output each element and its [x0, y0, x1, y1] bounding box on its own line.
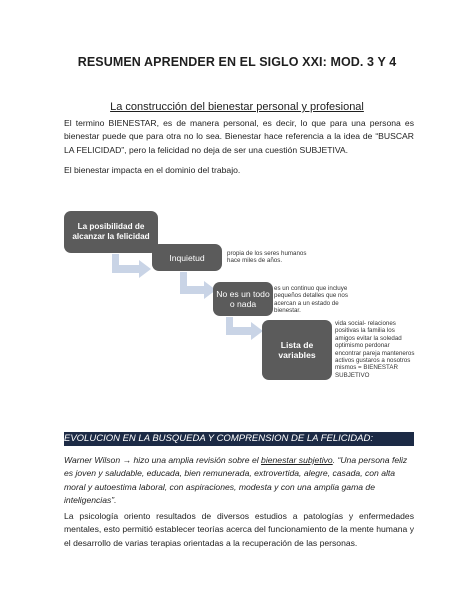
diagram-box-variables: Lista de variables — [262, 320, 332, 380]
diagram-note-todo-o-nada: es un continuo que incluye pequeños detalles que nos acercan a un estado de bienestar. — [274, 285, 348, 315]
wilson-mid: hizo una amplia revisión sobre el — [131, 455, 262, 465]
wilson-underlined-term: bienestar subjetivo — [261, 455, 333, 465]
arrow-1 — [112, 254, 151, 278]
diagram-note-variables: vida social- relaciones positivas la familia los amigos evitar la soledad optimismo perdonar encontrar pareja manteneros activos gustaros a nosotros mismos = BIENESTAR SUBJETIVO — [335, 320, 415, 379]
paragraph-bienestar: El termino BIENESTAR, es de manera personal, es decir, lo que para una persona es bienestar puede que para otra no lo sea. Bienestar hace referencia a la idea de “BUSCAR LA FELICIDAD”, pero la felicidad no deja de ser una cuestión SUBJETIVA. — [64, 118, 414, 155]
arrow-3 — [226, 317, 263, 340]
diagram-box-todo-o-nada: No es un todo o nada — [213, 282, 273, 316]
arrow-2 — [180, 272, 216, 299]
diagram-note-inquietud: propia de los seres humanos hace miles de años. — [227, 250, 307, 265]
diagram-box-inquietud: Inquietud — [152, 244, 222, 271]
wilson-lead: Warner Wilson — [64, 455, 123, 465]
paragraph-trabajo: El bienestar impacta en el dominio del trabajo. — [64, 165, 241, 175]
section-subtitle: La construcción del bienestar personal y profesional — [110, 101, 364, 113]
wilson-quote: . “Una persona feliz es joven y saludable, educada, bien remunerada, extrovertida, alegre, casada, con alta moral y autoestima laboral, con aspiraciones, modesta y con una amplia gama de inteligencias”. — [64, 455, 408, 506]
paragraph-wilson — [64, 454, 414, 508]
document-title: RESUMEN APRENDER EN EL SIGLO XXI: MOD. 3 Y 4 — [77, 55, 397, 69]
diagram-box-felicidad: La posibilidad de alcanzar la felicidad — [64, 211, 158, 253]
section-heading-evolucion: EVOLUCION EN LA BUSQUEDA Y COMPRENSION DE LA FELICIDAD: — [64, 432, 414, 446]
arrow-right-icon: → — [122, 455, 132, 465]
paragraph-psicologia: La psicología oriento resultados de diversos estudios a patologías y enfermedades mentales, esto permitió establecer teorías acerca del funcionamiento de la mente humana y el desarrollo de varias terapias orientadas a la recuperación de las personas. — [64, 511, 414, 548]
